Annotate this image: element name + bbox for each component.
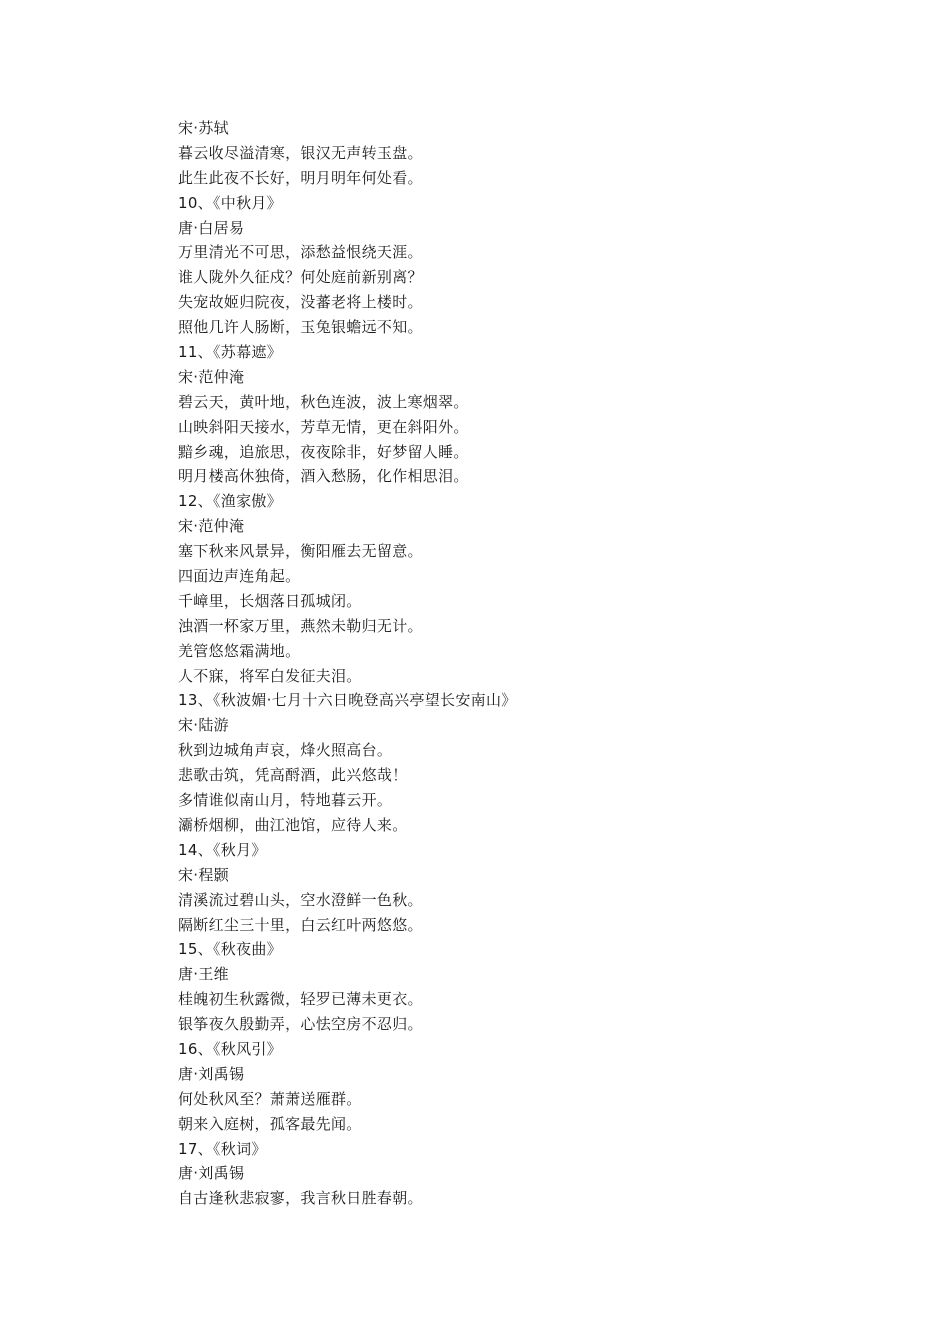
text-line: 谁人陇外久征戍？何处庭前新别离？ xyxy=(178,268,423,287)
text-line: 失宠故姬归院夜，没蕃老将上楼时。 xyxy=(178,293,423,312)
poem-author: 唐·王维 xyxy=(178,965,229,984)
text-line: 秋到边城角声哀，烽火照高台。 xyxy=(178,741,393,760)
text-line: 多情谁似南山月，特地暮云开。 xyxy=(178,791,393,810)
poem-author: 唐·白居易 xyxy=(178,218,245,237)
text-line: 自古逢秋悲寂寥，我言秋日胜春朝。 xyxy=(178,1189,423,1208)
text-line: 羌管悠悠霜满地。 xyxy=(178,641,301,660)
poem-author: 宋·范仲淹 xyxy=(178,517,245,536)
text-line: 碧云天，黄叶地，秋色连波，波上寒烟翠。 xyxy=(178,392,469,411)
text-line: 黯乡魂，追旅思，夜夜除非，好梦留人睡。 xyxy=(178,442,469,461)
text-line: 照他几许人肠断，玉兔银蟾远不知。 xyxy=(178,318,423,337)
text-line: 塞下秋来风景异，衡阳雁去无留意。 xyxy=(178,542,423,561)
text-line: 朝来入庭树，孤客最先闻。 xyxy=(178,1114,362,1133)
text-line: 灞桥烟柳，曲江池馆，应待人来。 xyxy=(178,815,408,834)
text-line: 浊酒一杯家万里，燕然未勒归无计。 xyxy=(178,616,423,635)
text-line: 银筝夜久殷勤弄，心怯空房不忍归。 xyxy=(178,1015,423,1034)
text-line: 人不寐，将军白发征夫泪。 xyxy=(178,666,362,685)
poem-title: 13、《秋波媚·七月十六日晚登高兴亭望长安南山》 xyxy=(178,691,517,710)
poem-text-block xyxy=(178,116,878,1211)
poem-title: 10、《中秋月》 xyxy=(178,193,282,212)
text-line: 明月楼高休独倚，酒入愁肠，化作相思泪。 xyxy=(178,467,469,486)
poem-title: 14、《秋月》 xyxy=(178,840,267,859)
poem-title: 11、《苏幕遮》 xyxy=(178,343,282,362)
text-line: 千嶂里，长烟落日孤城闭。 xyxy=(178,591,362,610)
text-line: 桂魄初生秋露微，轻罗已薄未更衣。 xyxy=(178,990,423,1009)
text-line: 何处秋风至？萧萧送雁群。 xyxy=(178,1089,362,1108)
text-line: 隔断红尘三十里，白云红叶两悠悠。 xyxy=(178,915,423,934)
text-line: 四面边声连角起。 xyxy=(178,567,301,586)
poem-author: 唐·刘禹锡 xyxy=(178,1164,245,1183)
text-line: 此生此夜不长好，明月明年何处看。 xyxy=(178,168,423,187)
poem-title: 16、《秋风引》 xyxy=(178,1039,282,1058)
text-line: 悲歌击筑，凭高酹酒，此兴悠哉！ xyxy=(178,766,408,785)
text-line: 清溪流过碧山头，空水澄鲜一色秋。 xyxy=(178,890,423,909)
text-line: 宋·苏轼 xyxy=(178,119,229,137)
poem-author: 宋·陆游 xyxy=(178,716,229,735)
poem-title: 15、《秋夜曲》 xyxy=(178,940,282,959)
poem-title: 17、《秋词》 xyxy=(178,1139,267,1158)
poem-author: 唐·刘禹锡 xyxy=(178,1064,245,1083)
poem-author: 宋·范仲淹 xyxy=(178,367,245,386)
text-line: 万里清光不可思，添愁益恨绕天涯。 xyxy=(178,243,423,262)
poem-author: 宋·程颢 xyxy=(178,865,229,884)
text-line: 暮云收尽溢清寒，银汉无声转玉盘。 xyxy=(178,143,423,162)
poem-title: 12、《渔家傲》 xyxy=(178,492,282,511)
text-line: 山映斜阳天接水，芳草无情，更在斜阳外。 xyxy=(178,417,469,436)
